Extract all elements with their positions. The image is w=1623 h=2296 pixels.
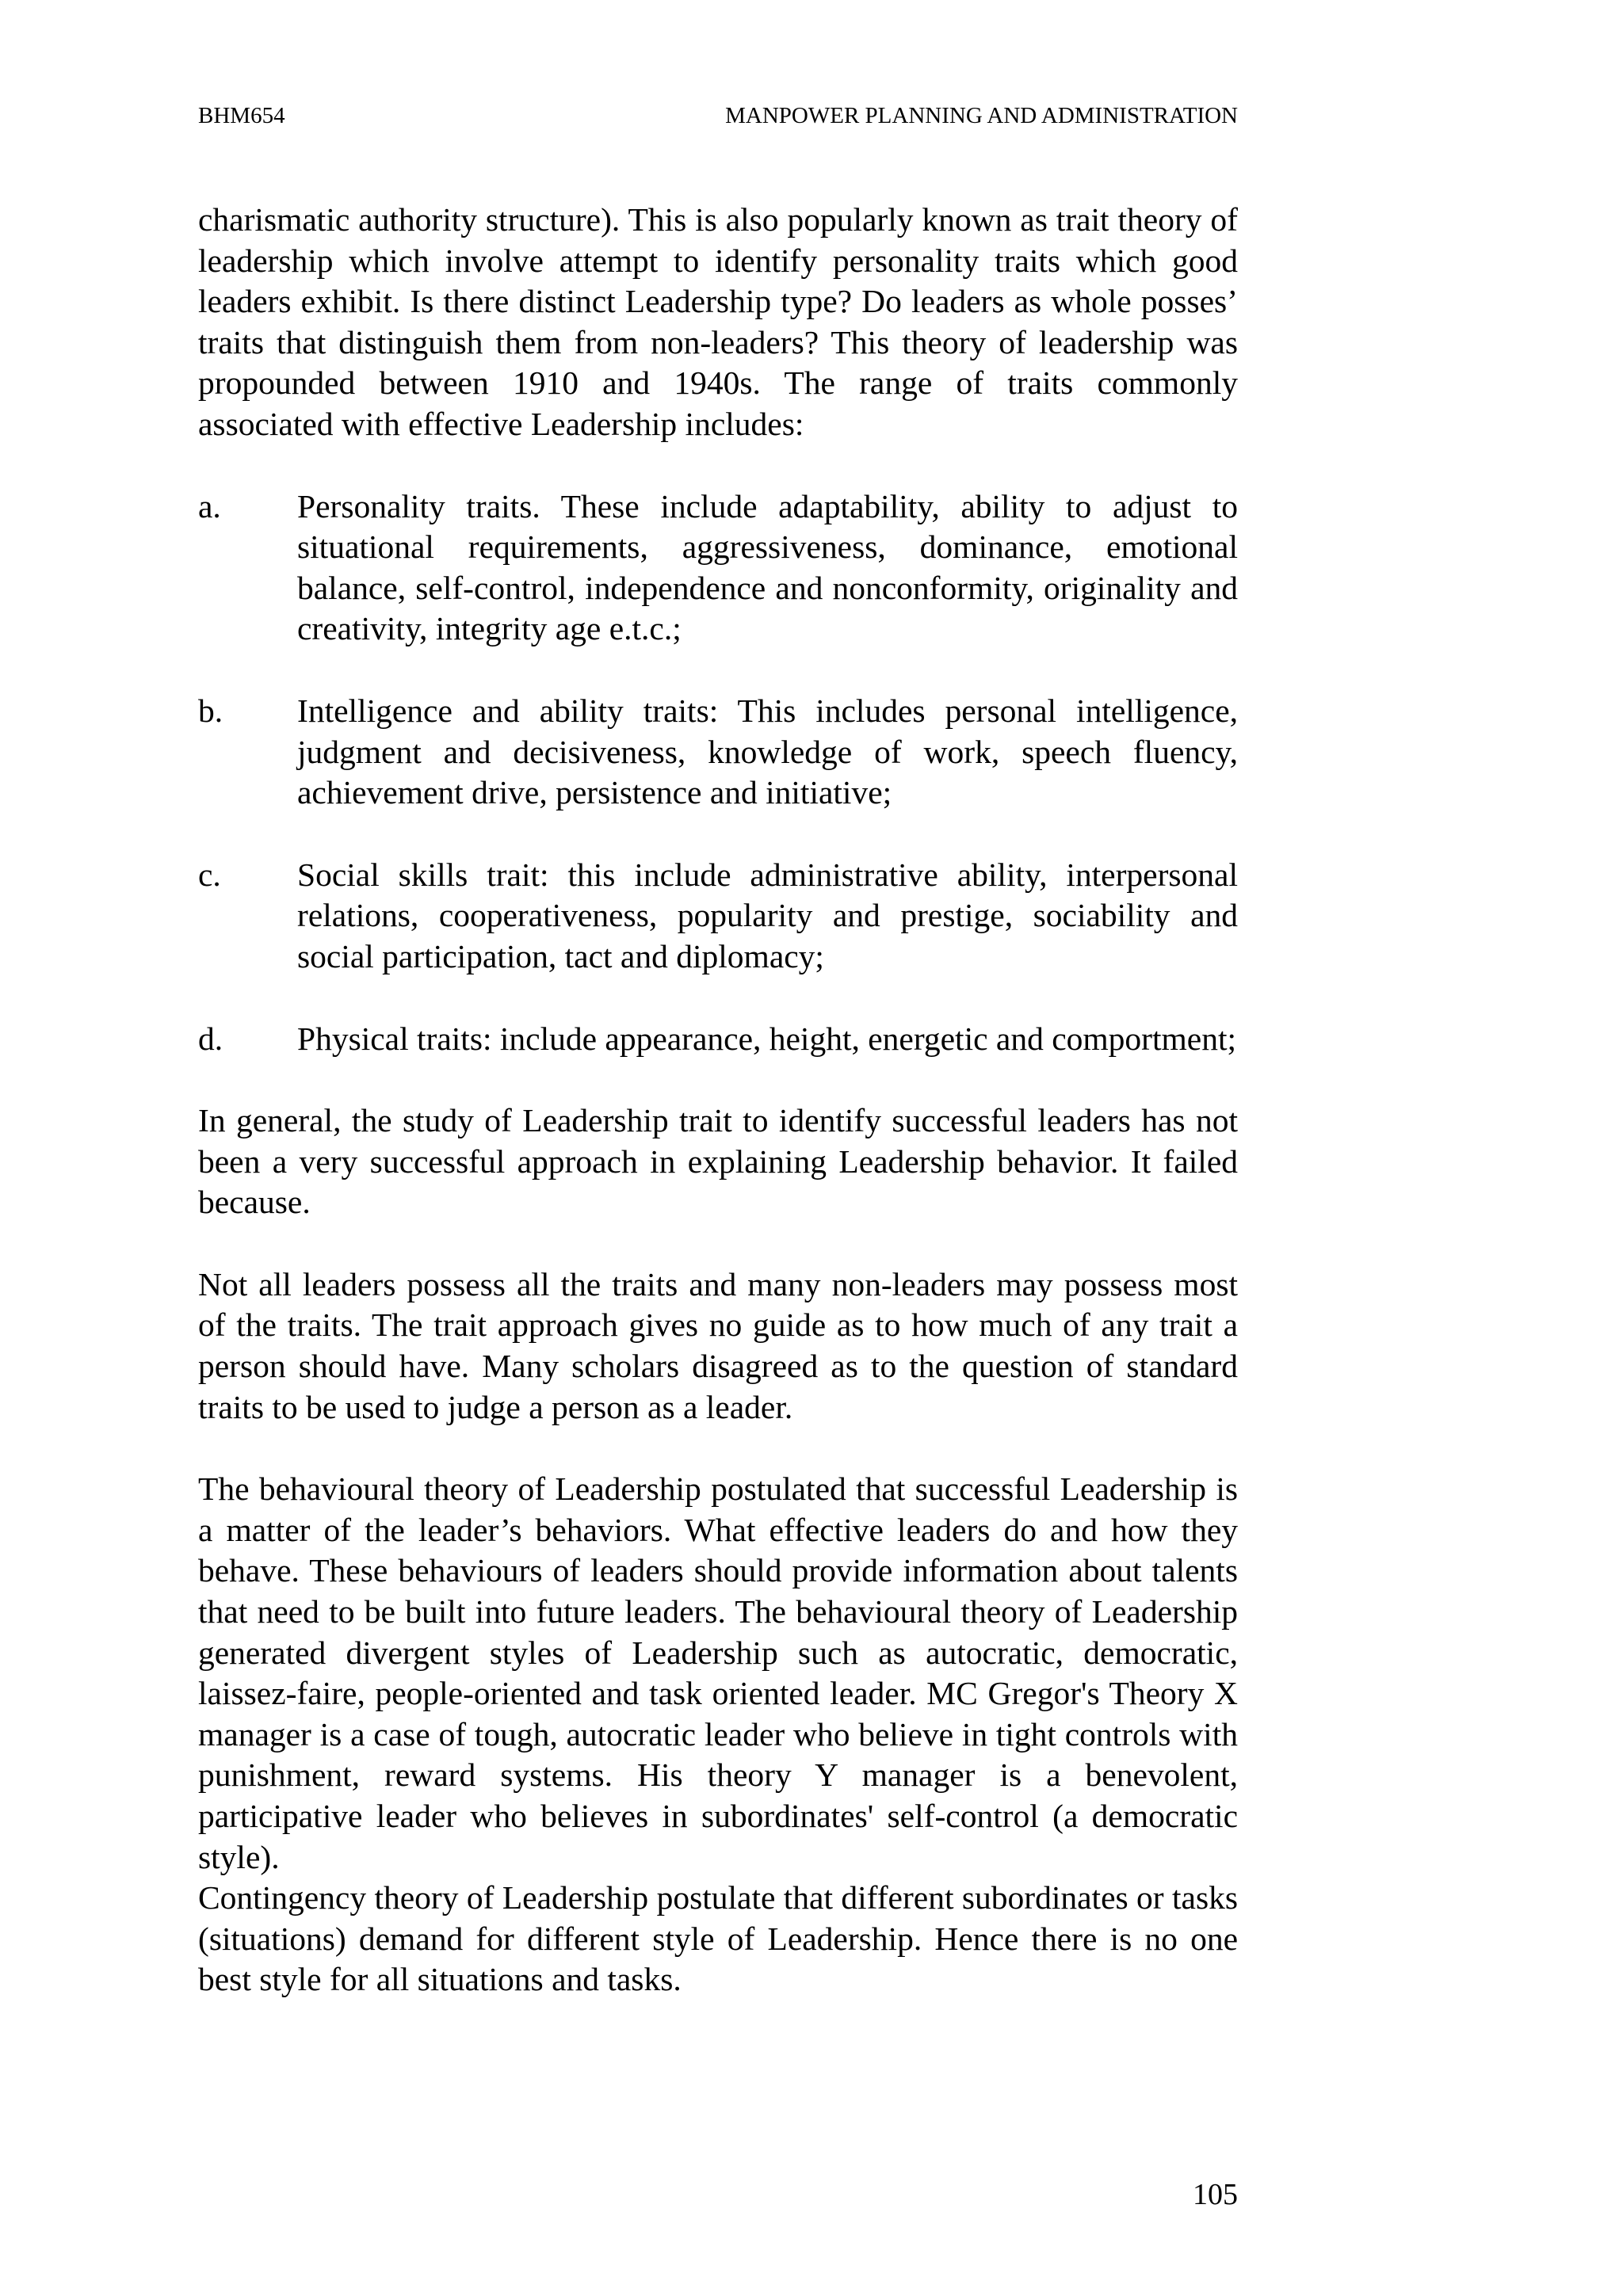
- trait-list-item-b: [198, 691, 1238, 814]
- document-page: [198, 0, 1238, 2296]
- trait-list-item-d: [198, 1019, 1238, 1060]
- list-item-text: Intelligence and ability traits: This includes personal intelligence, judgment and decisiveness, knowledge of work, speech fluency, achievement drive, persistence and initiative;: [297, 692, 1238, 811]
- page-number: 105: [1193, 2178, 1238, 2211]
- not-all-paragraph: Not all leaders possess all the traits and many non-leaders may possess most of the traits. The trait approach gives no guide as to how much of any trait a person should have. Many scholars disagreed as to the question of standard traits to be used to judge a person as a leader.: [198, 1265, 1238, 1425]
- intro-paragraph: charismatic authority structure). This is also popularly known as trait theory of leadership which involve attempt to identify personality traits which good leaders exhibit. Is there distinct Leadership type? Do leaders as whole posses’ traits that distinguish them from non-leaders? This theory of leadership was propounded between 1910 and 1940s. The range of traits commonly associated with effective Leadership includes:: [198, 201, 1238, 442]
- list-marker: c.: [198, 856, 221, 893]
- list-item-text: Social skills trait: this include administrative ability, interpersonal relations, cooperativeness, popularity and prestige, sociability and social participation, tact and diplomacy;: [297, 856, 1238, 974]
- list-item-text: Personality traits. These include adaptability, ability to adjust to situational requirements, aggressiveness, dominance, emotional balance, self-control, independence and nonconformity, originality and creativity, integrity age e.t.c.;: [297, 487, 1238, 647]
- page-body: [198, 200, 1238, 2042]
- contingency-paragraph: Contingency theory of Leadership postulate that different subordinates or tasks (situations) demand for different style of Leadership. Hence there is no one best style for all situations and tasks.: [198, 1879, 1238, 1998]
- course-title: MANPOWER PLANNING AND ADMINISTRATION: [725, 103, 1238, 128]
- list-marker: d.: [198, 1020, 223, 1057]
- behavioural-paragraph: The behavioural theory of Leadership postulated that successful Leadership is a matter of the leader’s behaviors. What effective leaders do and how they behave. These behaviours of leaders should provide information about talents that need to be built into future leaders. The behavioural theory of Leadership generated divergent styles of Leadership such as autocratic, democratic, laissez-faire, people-oriented and task oriented leader. MC Gregor's Theory X manager is a case of tough, autocratic leader who believe in tight controls with punishment, reward systems. His theory Y manager is a benevolent, participative leader who believes in subordinates' self-control (a democratic style).: [198, 1470, 1238, 1875]
- list-item-text: Physical traits: include appearance, height, energetic and comportment;: [297, 1020, 1237, 1057]
- trait-list-item-a: [198, 486, 1238, 650]
- course-code: BHM654: [198, 103, 285, 128]
- general-paragraph: In general, the study of Leadership trait to identify successful leaders has not been a very successful approach in explaining Leadership behavior. It failed because.: [198, 1102, 1238, 1221]
- page-header: [198, 101, 1238, 133]
- list-marker: a.: [198, 487, 221, 524]
- trait-list-item-c: [198, 855, 1238, 978]
- list-marker: b.: [198, 692, 223, 729]
